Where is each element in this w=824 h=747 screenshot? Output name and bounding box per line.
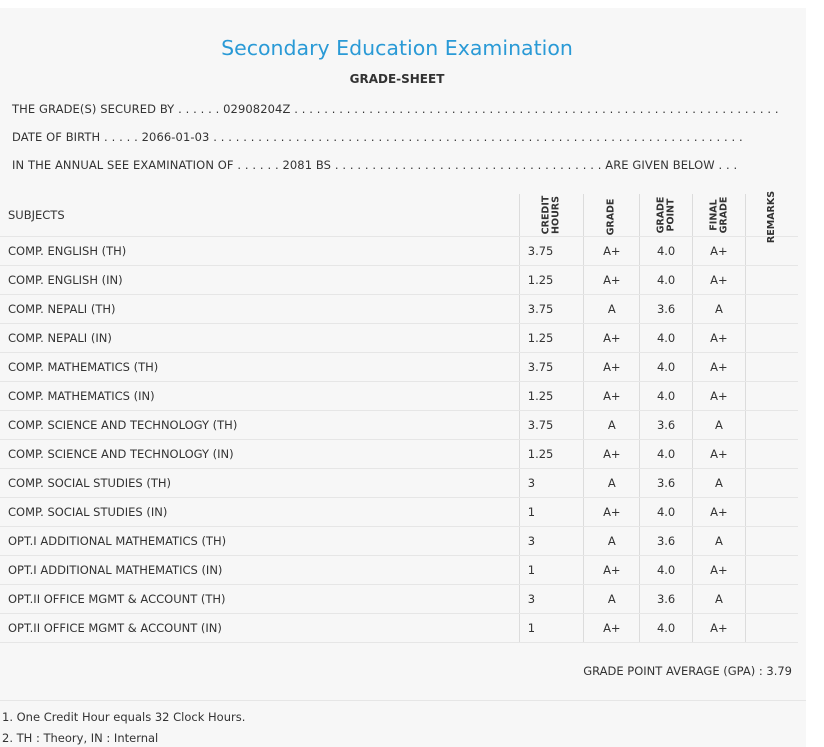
header-final-grade: FINAL GRADE — [693, 194, 746, 237]
grade-cell: A+ — [584, 498, 640, 527]
table-header-row — [0, 194, 798, 237]
remarks-cell — [745, 295, 798, 324]
subject-cell: COMP. ENGLISH (TH) — [0, 237, 519, 266]
grade-point-cell: 3.6 — [640, 411, 693, 440]
header-credit-hours: CREDIT HOURS — [519, 194, 584, 237]
final-grade-cell: A+ — [693, 440, 746, 469]
header-grade: GRADE — [584, 194, 640, 237]
credit-hours-cell: 1 — [519, 498, 584, 527]
subject-cell: COMP. SCIENCE AND TECHNOLOGY (TH) — [0, 411, 519, 440]
credit-hours-cell: 3.75 — [519, 237, 584, 266]
final-grade-cell: A+ — [693, 382, 746, 411]
subject-cell: OPT.II OFFICE MGMT & ACCOUNT (IN) — [0, 614, 519, 643]
final-grade-cell: A+ — [693, 266, 746, 295]
header-grade-point: GRADE POINT — [640, 194, 693, 237]
remarks-cell — [745, 556, 798, 585]
page-subtitle: GRADE-SHEET — [349, 72, 445, 86]
subject-cell: COMP. NEPALI (IN) — [0, 324, 519, 353]
table-row — [0, 353, 798, 382]
final-grade-cell: A — [693, 527, 746, 556]
grade-cell: A — [584, 411, 640, 440]
credit-hours-cell: 3 — [519, 527, 584, 556]
grade-point-cell: 4.0 — [640, 556, 693, 585]
grade-point-cell: 4.0 — [640, 237, 693, 266]
remarks-cell — [745, 498, 798, 527]
table-row — [0, 295, 798, 324]
table-row — [0, 324, 798, 353]
credit-hours-cell: 3.75 — [519, 353, 584, 382]
page-margin — [806, 0, 824, 747]
exam-year-line: IN THE ANNUAL SEE EXAMINATION OF . . . . . . 2081 BS . . . . . . . . . . . . . . . . . . . . . . . . . . . . . . . . . . . . ARE GIVEN BELOW . . . — [12, 158, 738, 172]
grade-cell: A+ — [584, 556, 640, 585]
remarks-cell — [745, 266, 798, 295]
subject-cell: COMP. SOCIAL STUDIES (IN) — [0, 498, 519, 527]
date-of-birth-line: DATE OF BIRTH . . . . . 2066-01-03 . . . . . . . . . . . . . . . . . . . . . . . . . . . . . . . . . . . . . . . . . . . . . . . . . . . . . . . . . . . . . . . . . . . . . . . — [12, 130, 743, 144]
header-subjects: SUBJECTS — [0, 194, 519, 237]
table-row — [0, 382, 798, 411]
final-grade-cell: A+ — [693, 353, 746, 382]
table-row — [0, 585, 798, 614]
table-row — [0, 237, 798, 266]
grade-point-cell: 4.0 — [640, 614, 693, 643]
subject-cell: COMP. SCIENCE AND TECHNOLOGY (IN) — [0, 440, 519, 469]
grade-point-cell: 3.6 — [640, 469, 693, 498]
final-grade-cell: A — [693, 411, 746, 440]
credit-hours-cell: 1.25 — [519, 382, 584, 411]
grade-point-cell: 4.0 — [640, 382, 693, 411]
grade-cell: A+ — [584, 382, 640, 411]
grade-cell: A+ — [584, 614, 640, 643]
table-row — [0, 527, 798, 556]
grade-point-cell: 4.0 — [640, 266, 693, 295]
remarks-cell — [745, 585, 798, 614]
grade-point-cell: 4.0 — [640, 498, 693, 527]
table-row — [0, 411, 798, 440]
grade-cell: A — [584, 295, 640, 324]
remarks-cell — [745, 382, 798, 411]
grade-point-cell: 4.0 — [640, 353, 693, 382]
final-grade-cell: A+ — [693, 237, 746, 266]
grades-table — [0, 190, 798, 643]
credit-hours-cell: 1 — [519, 614, 584, 643]
gpa-summary: GRADE POINT AVERAGE (GPA) : 3.79 — [583, 664, 792, 678]
credit-hours-cell: 3 — [519, 469, 584, 498]
final-grade-cell: A+ — [693, 614, 746, 643]
grade-cell: A — [584, 585, 640, 614]
credit-hours-cell: 3 — [519, 585, 584, 614]
table-row — [0, 614, 798, 643]
final-grade-cell: A — [693, 295, 746, 324]
symbol-number-line: THE GRADE(S) SECURED BY . . . . . . 02908204Z . . . . . . . . . . . . . . . . . . . . . . . . . . . . . . . . . . . . . . . . . . . . . . . . . . . . . . . . . . . . . . . . . — [12, 102, 779, 116]
footnote-credit-hour: 1. One Credit Hour equals 32 Clock Hours. — [2, 710, 246, 724]
table-row — [0, 266, 798, 295]
subject-cell: OPT.II OFFICE MGMT & ACCOUNT (TH) — [0, 585, 519, 614]
remarks-cell — [745, 527, 798, 556]
page-title: Secondary Education Examination — [221, 36, 573, 60]
subject-cell: OPT.I ADDITIONAL MATHEMATICS (TH) — [0, 527, 519, 556]
subject-cell: OPT.I ADDITIONAL MATHEMATICS (IN) — [0, 556, 519, 585]
remarks-cell — [745, 324, 798, 353]
subject-cell: COMP. SOCIAL STUDIES (TH) — [0, 469, 519, 498]
final-grade-cell: A — [693, 469, 746, 498]
subject-cell: COMP. MATHEMATICS (IN) — [0, 382, 519, 411]
grade-cell: A+ — [584, 237, 640, 266]
subject-cell: COMP. ENGLISH (IN) — [0, 266, 519, 295]
final-grade-cell: A+ — [693, 498, 746, 527]
grade-cell: A+ — [584, 353, 640, 382]
remarks-cell — [745, 469, 798, 498]
grade-point-cell: 3.6 — [640, 295, 693, 324]
table-row — [0, 498, 798, 527]
table-row — [0, 469, 798, 498]
credit-hours-cell: 3.75 — [519, 295, 584, 324]
final-grade-cell: A+ — [693, 556, 746, 585]
credit-hours-cell: 3.75 — [519, 411, 584, 440]
final-grade-cell: A+ — [693, 324, 746, 353]
credit-hours-cell: 1.25 — [519, 266, 584, 295]
credit-hours-cell: 1.25 — [519, 324, 584, 353]
table-row — [0, 440, 798, 469]
credit-hours-cell: 1 — [519, 556, 584, 585]
remarks-cell — [745, 440, 798, 469]
header-remarks: REMARKS — [745, 194, 798, 237]
grade-cell: A+ — [584, 324, 640, 353]
grade-point-cell: 3.6 — [640, 585, 693, 614]
grade-cell: A — [584, 527, 640, 556]
grade-point-cell: 3.6 — [640, 527, 693, 556]
grade-cell: A — [584, 469, 640, 498]
divider — [0, 700, 806, 701]
grade-point-cell: 4.0 — [640, 440, 693, 469]
subject-cell: COMP. MATHEMATICS (TH) — [0, 353, 519, 382]
subject-cell: COMP. NEPALI (TH) — [0, 295, 519, 324]
remarks-cell — [745, 411, 798, 440]
grade-point-cell: 4.0 — [640, 324, 693, 353]
footnote-abbreviations: 2. TH : Theory, IN : Internal — [2, 731, 159, 745]
grade-cell: A+ — [584, 266, 640, 295]
credit-hours-cell: 1.25 — [519, 440, 584, 469]
remarks-cell — [745, 614, 798, 643]
remarks-cell — [745, 353, 798, 382]
final-grade-cell: A — [693, 585, 746, 614]
table-row — [0, 556, 798, 585]
grade-cell: A+ — [584, 440, 640, 469]
